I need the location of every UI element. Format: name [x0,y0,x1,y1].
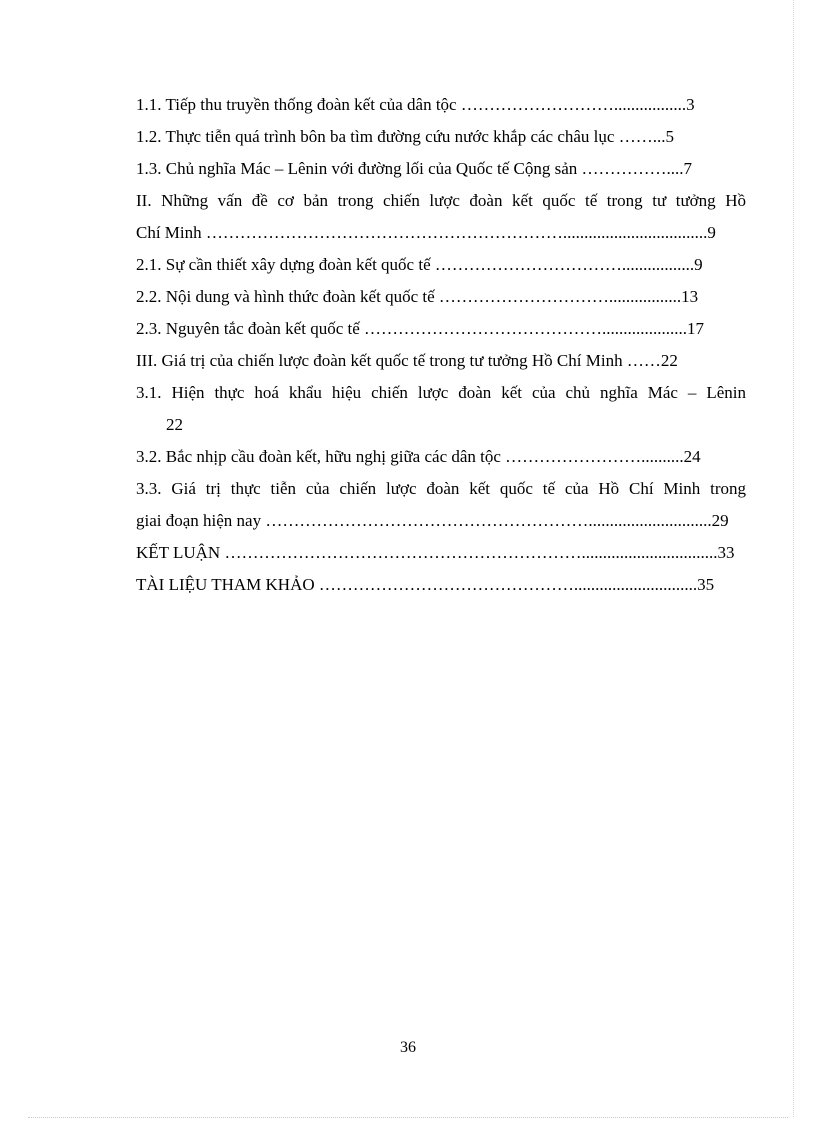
toc-entry-3-2: 3.2. Bắc nhịp cầu đoàn kết, hữu nghị giữa các dân tộc ……………………..........24 [136,447,701,466]
toc-entry-references: TÀI LIỆU THAM KHẢO ……………………………………….............................35 [136,575,715,594]
toc-entry-3-1-line-1: 3.1. Hiện thực hoá khẩu hiệu chiến lược đoàn kết của chủ nghĩa Mác – Lênin [136,383,746,402]
toc-entry-1-3: 1.3. Chủ nghĩa Mác – Lênin với đường lối của Quốc tế Cộng sản ……………....7 [136,159,693,178]
table-of-contents [136,89,746,601]
toc-entry-iii: III. Giá trị của chiến lược đoàn kết quốc tế trong tư tưởng Hồ Chí Minh ……22 [136,351,678,370]
toc-entry-1-1: 1.1. Tiếp thu truyền thống đoàn kết của dân tộc ……………………….................3 [136,95,695,114]
toc-entry-2-3: 2.3. Nguyên tắc đoàn kết quốc tế ……………………………………....................17 [136,319,705,338]
toc-entry-3-3-line-2: giai đoạn hiện nay ………………………………………………….............................29 [136,511,729,530]
page-number: 36 [400,1039,416,1056]
toc-entry-2-1: 2.1. Sự cần thiết xây dựng đoàn kết quốc tế …………………………….................9 [136,255,703,274]
page-bottom-divider [28,1117,788,1118]
page-edge-divider [793,0,794,1117]
toc-entry-conclusion: KẾT LUẬN ………………………………………………………................................33 [136,543,735,562]
toc-entry-ii-line-1: II. Những vấn đề cơ bản trong chiến lược đoàn kết quốc tế trong tư tưởng Hồ [136,191,746,210]
toc-entry-1-2: 1.2. Thực tiễn quá trình bôn ba tìm đường cứu nước khắp các châu lục ……...5 [136,127,674,146]
toc-entry-3-3-line-1: 3.3. Giá trị thực tiễn của chiến lược đoàn kết quốc tế của Hồ Chí Minh trong [136,479,746,498]
toc-entry-ii-line-2: Chí Minh ………………………………………………………..................................9 [136,223,716,242]
toc-entry-2-2: 2.2. Nội dung và hình thức đoàn kết quốc tế ………………………….................13 [136,287,699,306]
toc-entry-3-1-page: 22 [166,415,183,434]
